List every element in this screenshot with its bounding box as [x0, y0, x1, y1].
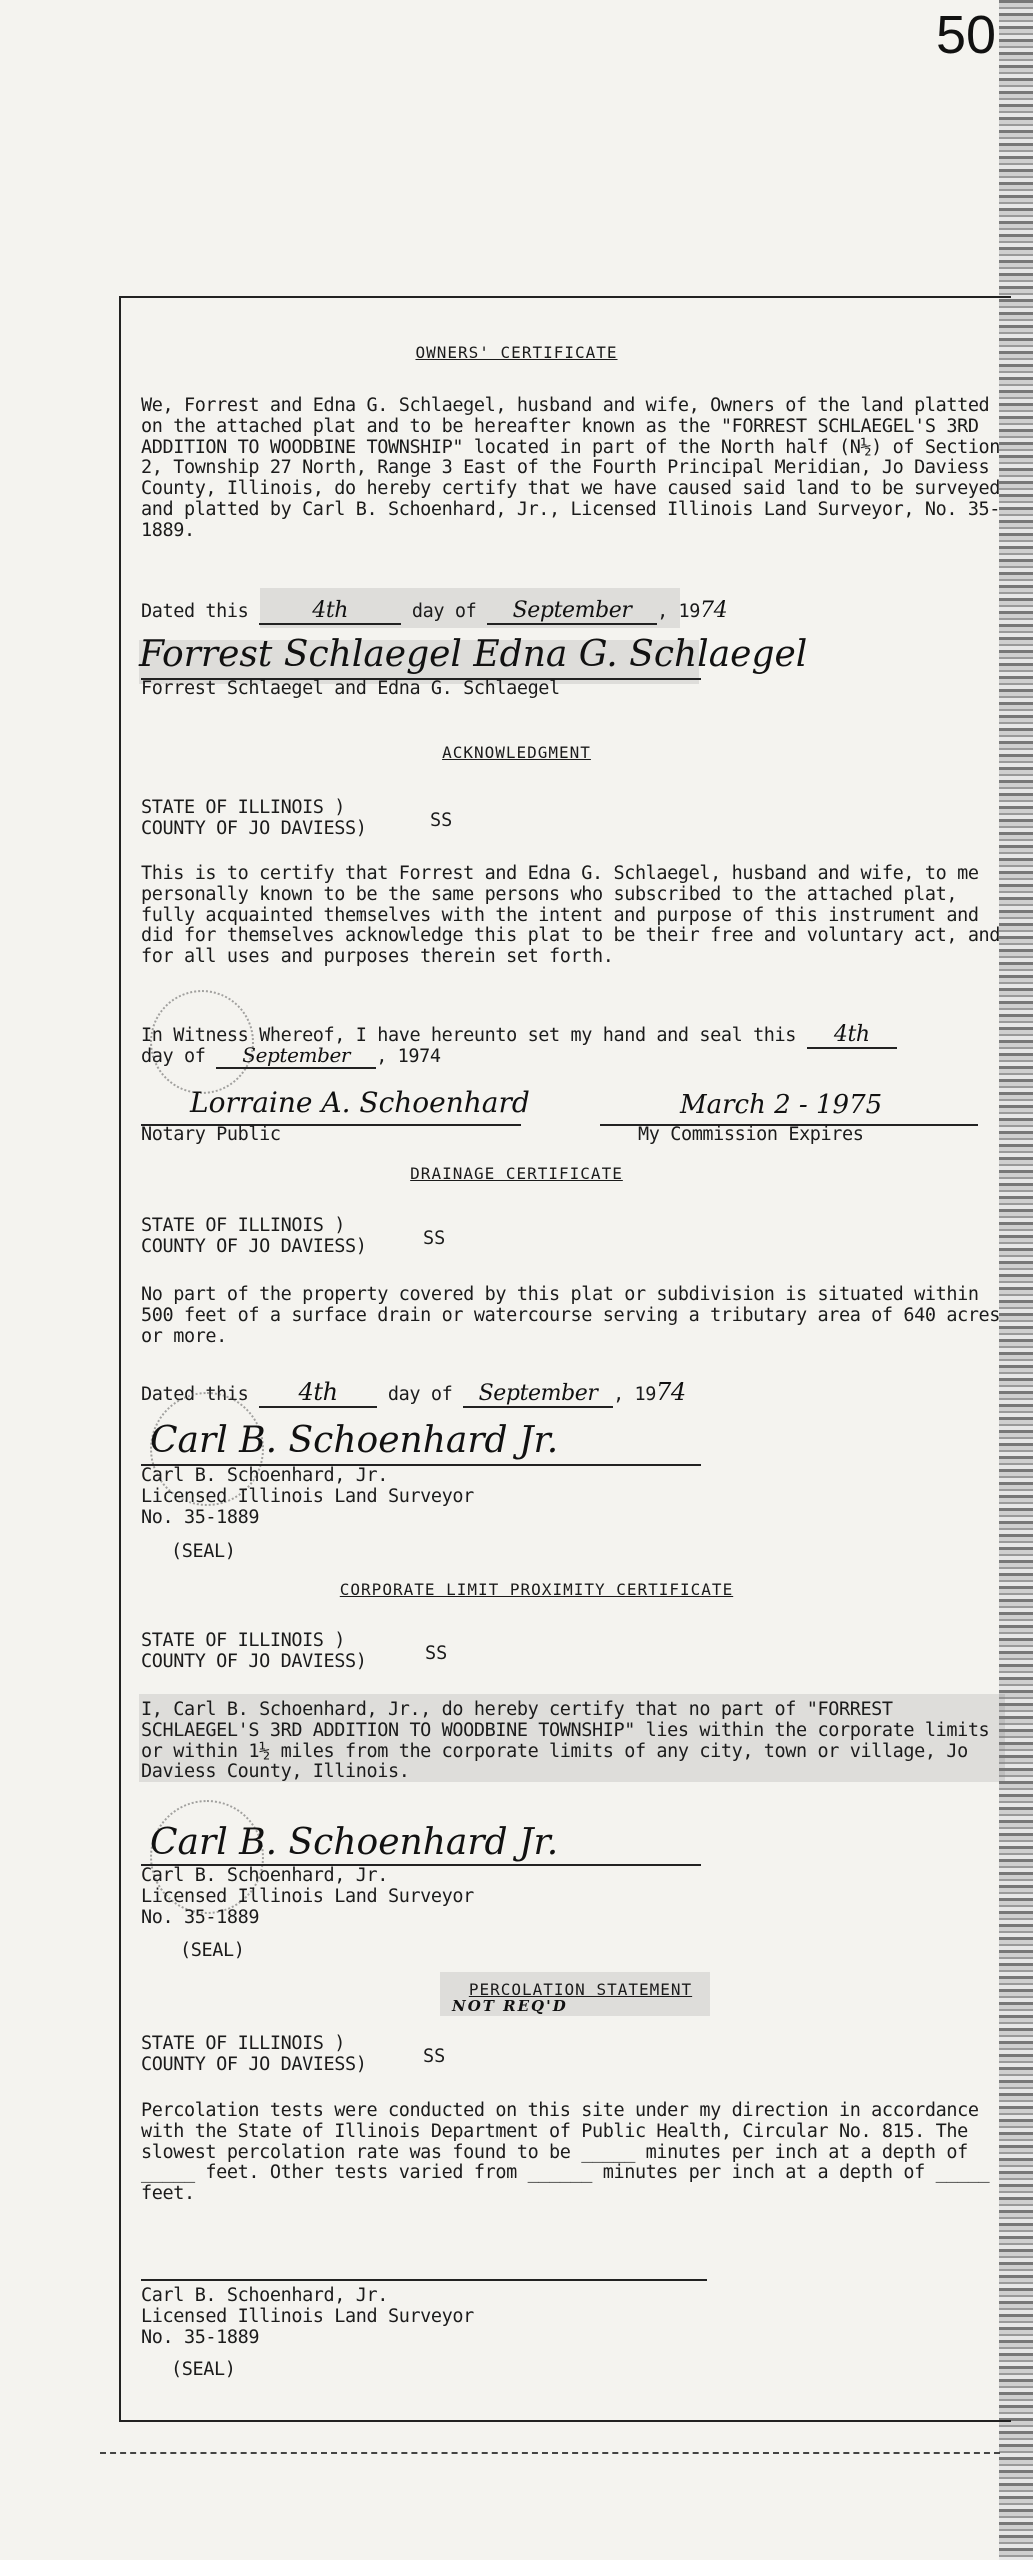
corporate-number: No. 35-1889 [141, 1907, 260, 1928]
percolation-state: STATE OF ILLINOIS ) [141, 2033, 346, 2054]
percolation-heading: PERCOLATION STATEMENT [468, 1980, 693, 1999]
corporate-name: Carl B. Schoenhard, Jr. [141, 1865, 388, 1886]
percolation-number: No. 35-1889 [141, 2327, 260, 2348]
drainage-year-handwritten: 74 [656, 1378, 686, 1406]
acknowledgment-heading: ACKNOWLEDGMENT [442, 743, 591, 762]
ack-state: STATE OF ILLINOIS ) [141, 797, 346, 818]
ack-body: This is to certify that Forrest and Edna G. Schlaegel, husband and wife, to me personally known to be the same persons who subscribed to the attached plat, fully acquainted themselves with the intent and purpose of this instrument and did for themselves acknowledge this plat to be their free and voluntary act, and for all uses and purposes therein set forth. [141, 863, 1001, 968]
corporate-state: STATE OF ILLINOIS ) [141, 1630, 346, 1651]
owners-signature: Forrest Schlaegel Edna G. Schlaegel [139, 634, 808, 675]
owners-certificate-heading: OWNERS' CERTIFICATE [415, 343, 618, 362]
drainage-heading: DRAINAGE CERTIFICATE [410, 1164, 623, 1183]
drainage-day-handwritten: 4th [298, 1378, 338, 1406]
ack-witness-line: In Witness Whereof, I have hereunto set my hand and seal this 4th [141, 1022, 897, 1049]
drainage-name: Carl B. Schoenhard, Jr. [141, 1465, 388, 1486]
drainage-county: COUNTY OF JO DAVIESS) [141, 1236, 367, 1257]
corporate-seal: (SEAL) [180, 1940, 245, 1961]
percolation-name: Carl B. Schoenhard, Jr. [141, 2285, 388, 2306]
ack-month-handwritten: September [242, 1043, 351, 1067]
drainage-month-handwritten: September [478, 1381, 598, 1406]
drainage-ss: SS [423, 1228, 446, 1249]
corporate-title: Licensed Illinois Land Surveyor [141, 1886, 474, 1907]
percolation-county: COUNTY OF JO DAVIESS) [141, 2054, 367, 2075]
drainage-number: No. 35-1889 [141, 1507, 260, 1528]
ack-ss: SS [430, 810, 453, 831]
drainage-state: STATE OF ILLINOIS ) [141, 1215, 346, 1236]
percolation-signature-line [141, 2279, 707, 2281]
drainage-signature: Carl B. Schoenhard Jr. [150, 1420, 559, 1461]
ack-day-handwritten: 4th [833, 1022, 870, 1047]
not-required-stamp: NOT REQ'D [452, 1997, 568, 2015]
notary-seal-impression [150, 990, 254, 1094]
percolation-seal: (SEAL) [171, 2359, 236, 2380]
corporate-ss: SS [425, 1643, 448, 1664]
owners-dated-line: Dated this 4th day of September , 1974 [141, 598, 728, 623]
percolation-title: Licensed Illinois Land Surveyor [141, 2306, 474, 2327]
ack-day-of-line: day of September , 1974 [141, 1043, 441, 1067]
notary-label: Notary Public [141, 1124, 281, 1145]
drainage-body: No part of the property covered by this plat or subdivision is situated within 500 feet of a surface drain or watercourse serving a tributary area of 640 acres or more. [141, 1284, 1001, 1347]
bottom-dashed-rule [100, 2452, 1000, 2454]
owners-year-handwritten: 74 [700, 598, 728, 623]
percolation-body: Percolation tests were conducted on this site under my direction in accordance with the State of Illinois Department of Public Health, Circular No. 815. The slowest percolation rate was found to be _____ minutes per inch at a depth of _____ feet. Other tests varied from ______ minutes per inch at a depth of _____ feet. [141, 2100, 990, 2205]
page-number: 50 [936, 5, 997, 65]
corporate-county: COUNTY OF JO DAVIESS) [141, 1651, 367, 1672]
notary-signature: Lorraine A. Schoenhard [190, 1086, 530, 1119]
expires-label: My Commission Expires [638, 1124, 864, 1145]
corporate-body: I, Carl B. Schoenhard, Jr., do hereby certify that no part of "FORREST SCHLAEGEL'S 3RD ADDITION TO WOODBINE TOWNSHIP" lies within the corporate limits or within 1½ miles from the corporate limits of any city, town or village, Jo Daviess County, Illinois. [141, 1699, 990, 1783]
owners-month-handwritten: September [512, 598, 632, 623]
corporate-limit-heading: CORPORATE LIMIT PROXIMITY CERTIFICATE [339, 1580, 734, 1599]
owners-signer-names: Forrest Schlaegel and Edna G. Schlaegel [141, 678, 560, 699]
drainage-dated-line: Dated this 4th day of September , 1974 [141, 1378, 686, 1406]
ack-county: COUNTY OF JO DAVIESS) [141, 818, 367, 839]
percolation-ss: SS [423, 2046, 446, 2067]
drainage-title: Licensed Illinois Land Surveyor [141, 1486, 474, 1507]
owners-certificate-body: We, Forrest and Edna G. Schlaegel, husband and wife, Owners of the land platted on the attached plat and to be hereafter known as the "FORREST SCHLAEGEL'S 3RD ADDITION TO WOODBINE TOWNSHIP" located in part of the North half (N½) of Section 2, Township 27 North, Range 3 East of the Fourth Principal Meridian, Jo Daviess County, Illinois, do hereby certify that we have caused said land to be surveyed and platted by Carl B. Schoenhard, Jr., Licensed Illinois Land Surveyor, No. 35-1889. [141, 395, 1001, 541]
commission-expires-handwritten: March 2 - 1975 [680, 1090, 883, 1120]
corporate-signature: Carl B. Schoenhard Jr. [150, 1822, 559, 1863]
owners-day-handwritten: 4th [312, 598, 349, 623]
drainage-seal: (SEAL) [171, 1541, 236, 1562]
